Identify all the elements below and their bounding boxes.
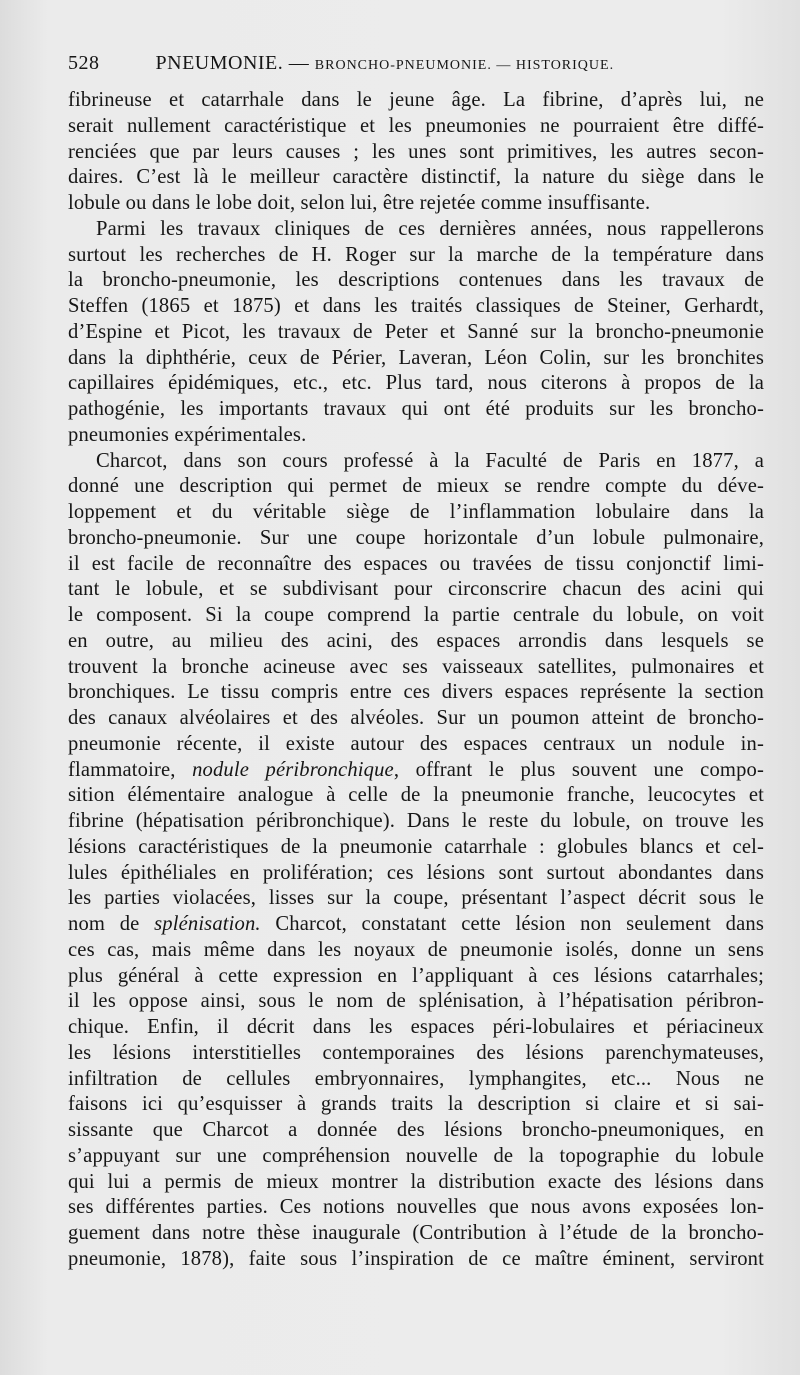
text-line: bronchiques. Le tissu compris entre ces divers espaces représente la section [68,681,764,704]
text-line: guement dans notre thèse inaugurale (Contribution à l’étude de la broncho- [68,1222,764,1244]
italic-term: splénisation. [154,913,261,935]
text-line: fibrineuse et catarrhale dans le jeune âge. La fibrine, d’après lui, ne [68,89,764,111]
text-line: broncho-pneumonie. Sur une coupe horizontale d’un lobule pulmonaire, [68,526,764,549]
text-line: Charcot, dans son cours professé à la Faculté de Paris en 1877, a [96,449,764,472]
header-subtitle: BRONCHO-PNEUMONIE. — HISTORIQUE. [314,58,615,73]
text-line: loppement et du véritable siège de l’inflammation lobulaire dans la [68,501,764,523]
text-segment: Charcot, constatant cette lésion non seulement dans [260,913,764,935]
text-line: pneumonie, 1878), faite sous l’inspiration de ce maître éminent, serviront [68,1247,764,1270]
text-line: infiltration de cellules embryonnaires, lymphangites, etc... Nous ne [68,1067,764,1090]
text-line [68,912,764,938]
text-line: dans la diphthérie, ceux de Périer, Laveran, Léon Colin, sur les bronchites [68,346,764,369]
text-line: Parmi les travaux cliniques de ces dernières années, nous rappellerons [96,217,764,240]
text-line: trouvent la bronche acineuse avec ses vaisseaux satellites, pulmonaires et [68,655,764,678]
italic-term: nodule péribronchique [192,758,394,781]
text-line: pneumonies expérimentales. [68,423,307,446]
text-line: sissante que Charcot a donnée des lésions broncho-pneumoniques, en [68,1119,764,1141]
header-title: PNEUMONIE. — [155,52,315,74]
text-line: les parties violacées, lisses sur la coupe, présentant l’aspect décrit sous le [68,887,764,910]
text-line: s’appuyant sur une compréhension nouvelle de la topographie du lobule [68,1144,764,1167]
text-line: lules épithéliales en prolifération; ces lésions sont surtout abondantes dans [68,861,764,884]
text-line: les lésions interstitielles contemporaines des lésions parenchymateuses, [68,1041,764,1064]
text-segment: flammatoire, [68,758,193,781]
text-line: qui lui a permis de mieux montrer la distribution exacte des lésions dans [68,1170,764,1193]
text-line: le composent. Si la coupe comprend la partie centrale du lobule, on voit [68,604,764,626]
text-line: lobule ou dans le lobe doit, selon lui, être rejetée comme insuffisante. [68,192,651,214]
text-line: tant le lobule, et se subdivisant pour circonscrire chacun des acini qui [68,578,764,601]
text-segment: nom de [68,913,155,935]
text-line: fibrine (hépatisation péribronchique). Dans le reste du lobule, on trouve les [68,810,764,832]
text-line: il est facile de reconnaître des espaces ou travées de tissu conjonctif limi- [68,552,764,575]
text-line: Steffen (1865 et 1875) et dans les traités classiques de Steiner, Gerhardt, [68,295,764,317]
body-text [68,88,764,1273]
text-line: sition élémentaire analogue à celle de la pneumonie franche, leucocytes et [68,784,764,807]
text-line: lésions caractéristiques de la pneumonie catarrhale : globules blancs et cel- [68,835,764,858]
text-line: en outre, au milieu des acini, des espaces arrondis dans lesquels se [68,629,764,652]
text-line: chique. Enfin, il décrit dans les espaces péri-lobulaires et périacineux [68,1016,764,1038]
text-segment: , offrant le plus souvent une compo- [393,758,764,781]
text-line: ses différentes parties. Ces notions nouvelles que nous avons exposées lon- [68,1196,764,1219]
text-line: pathogénie, les importants travaux qui ont été produits sur les broncho- [68,398,764,420]
text-line: renciées que par leurs causes ; les unes sont primitives, les autres secon- [68,140,764,163]
text-line: surtout les recherches de H. Roger sur la marche de la température dans [68,243,764,266]
page-number: 528 [68,52,100,74]
text-line: la broncho-pneumonie, les descriptions contenues dans les travaux de [68,269,764,292]
text-line: ces cas, mais même dans les noyaux de pneumonie isolés, donne un sens [68,938,764,961]
text-line: daires. C’est là le meilleur caractère distinctif, la nature du siège dans le [68,166,764,189]
text-line: donné une description qui permet de mieux se rendre compte du déve- [68,475,764,498]
text-line: il les oppose ainsi, sous le nom de splénisation, à l’hépatisation péribron- [68,990,764,1013]
text-line: serait nullement caractéristique et les pneumonies ne pourraient être diffé- [68,114,764,137]
text-line: capillaires épidémiques, etc., etc. Plus tard, nous citerons à propos de la [68,372,764,395]
text-line: d’Espine et Picot, les travaux de Peter et Sanné sur la broncho-pneumonie [68,320,764,343]
text-line: pneumonie récente, il existe autour des espaces centraux un nodule in- [68,732,764,755]
running-header [68,52,768,86]
text-line: des canaux alvéolaires et des alvéoles. Sur un poumon atteint de broncho- [68,707,764,729]
text-line: plus général à cette expression en l’appliquant à ces lésions catarrhales; [68,964,764,987]
text-line: faisons ici qu’esquisser à grands traits la description si claire et si sai- [68,1093,764,1116]
text-line [68,758,764,784]
